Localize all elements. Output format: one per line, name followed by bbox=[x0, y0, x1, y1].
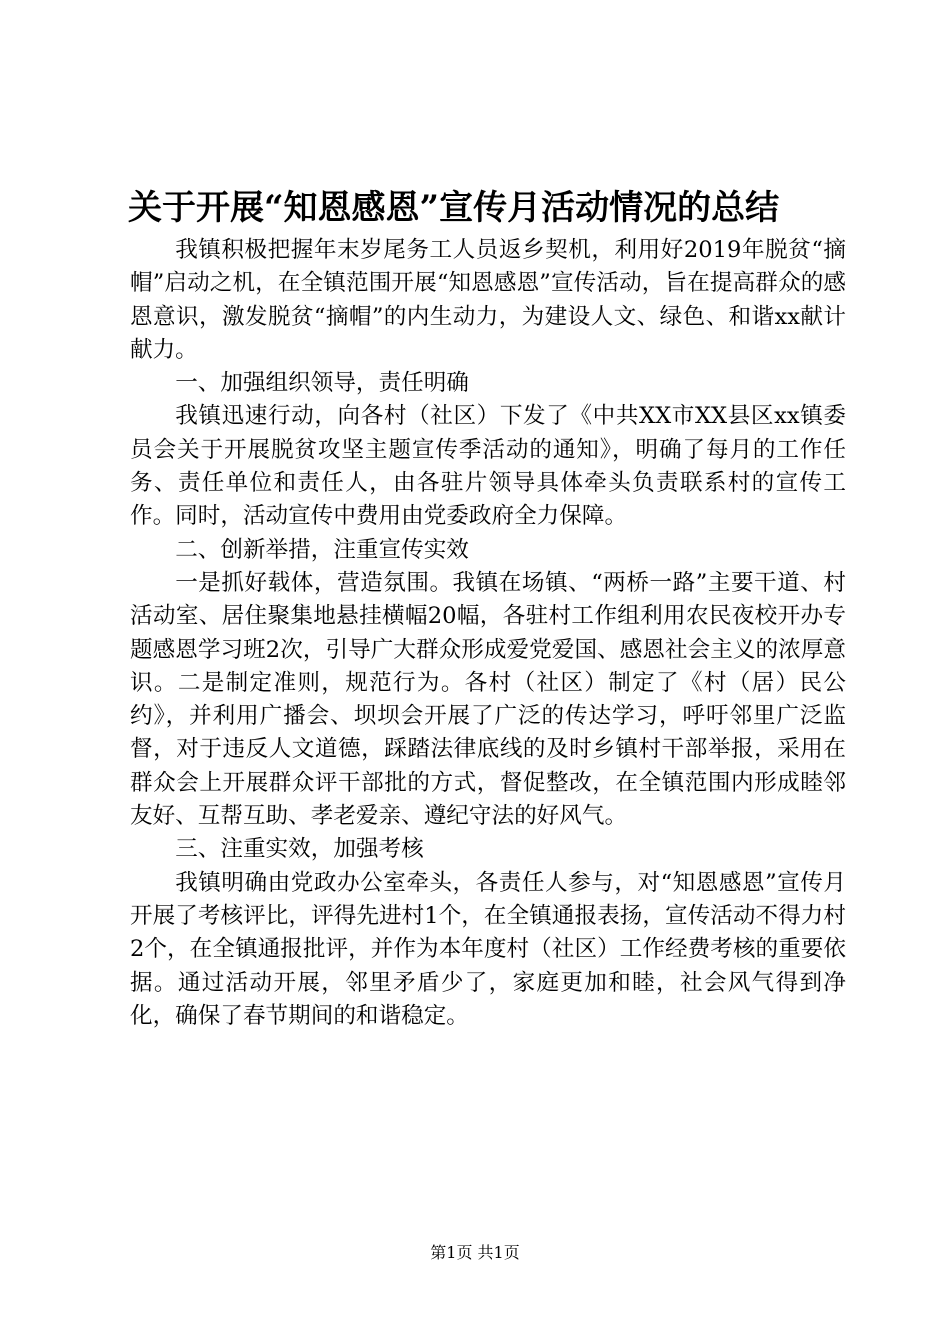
section-heading-1: 一、加强组织领导，责任明确 bbox=[175, 370, 469, 397]
document-page bbox=[130, 182, 846, 1033]
intro-paragraph: 我镇积极把握年末岁尾务工人员返乡契机，利用好2019年脱贫“摘帽”启动之机，在全镇范围开展“知恩感恩”宣传活动，旨在提高群众的感恩意识，激发脱贫“摘帽”的内生动力，为建设人文、绿色、和谐xx献计献力。 bbox=[130, 237, 846, 363]
section-heading-2: 二、创新举措，注重宣传实效 bbox=[175, 536, 469, 563]
page-footer: 第1页 共1页 bbox=[430, 1243, 520, 1262]
section-heading-3: 三、注重实效，加强考核 bbox=[175, 836, 424, 863]
section-body-3: 我镇明确由党政办公室牵头，各责任人参与，对“知恩感恩”宣传月开展了考核评比，评得先进村1个，在全镇通报表扬，宣传活动不得力村2个，在全镇通报批评，并作为本年度村（社区）工作经费考核的重要依据。通过活动开展，邻里矛盾少了，家庭更加和睦，社会风气得到净化，确保了春节期间的和谐稳定。 bbox=[130, 869, 846, 1029]
section-body-1: 我镇迅速行动，向各村（社区）下发了《中共XX市XX县区xx镇委员会关于开展脱贫攻坚主题宣传季活动的通知》，明确了每月的工作任务、责任单位和责任人，由各驻片领导具体牵头负责联系村的宣传工作。同时，活动宣传中费用由党委政府全力保障。 bbox=[130, 403, 846, 530]
section-body-2: 一是抓好载体，营造氛围。我镇在场镇、“两桥一路”主要干道、村活动室、居住聚集地悬挂横幅20幅，各驻村工作组利用农民夜校开办专题感恩学习班2次，引导广大群众形成爱党爱国、感恩社会主义的浓厚意识。二是制定准则，规范行为。各村（社区）制定了《村（居）民公约》，并利用广播会、坝坝会开展了广泛的传达学习，呼吁邻里广泛监督，对于违反人文道德，踩踏法律底线的及时乡镇村干部举报，采用在群众会上开展群众评干部批的方式，督促整改，在全镇范围内形成睦邻友好、互帮互助、孝老爱亲、遵纪守法的好风气。 bbox=[130, 569, 846, 830]
document-title: 关于开展“知恩感恩”宣传月活动情况的总结 bbox=[128, 188, 780, 228]
